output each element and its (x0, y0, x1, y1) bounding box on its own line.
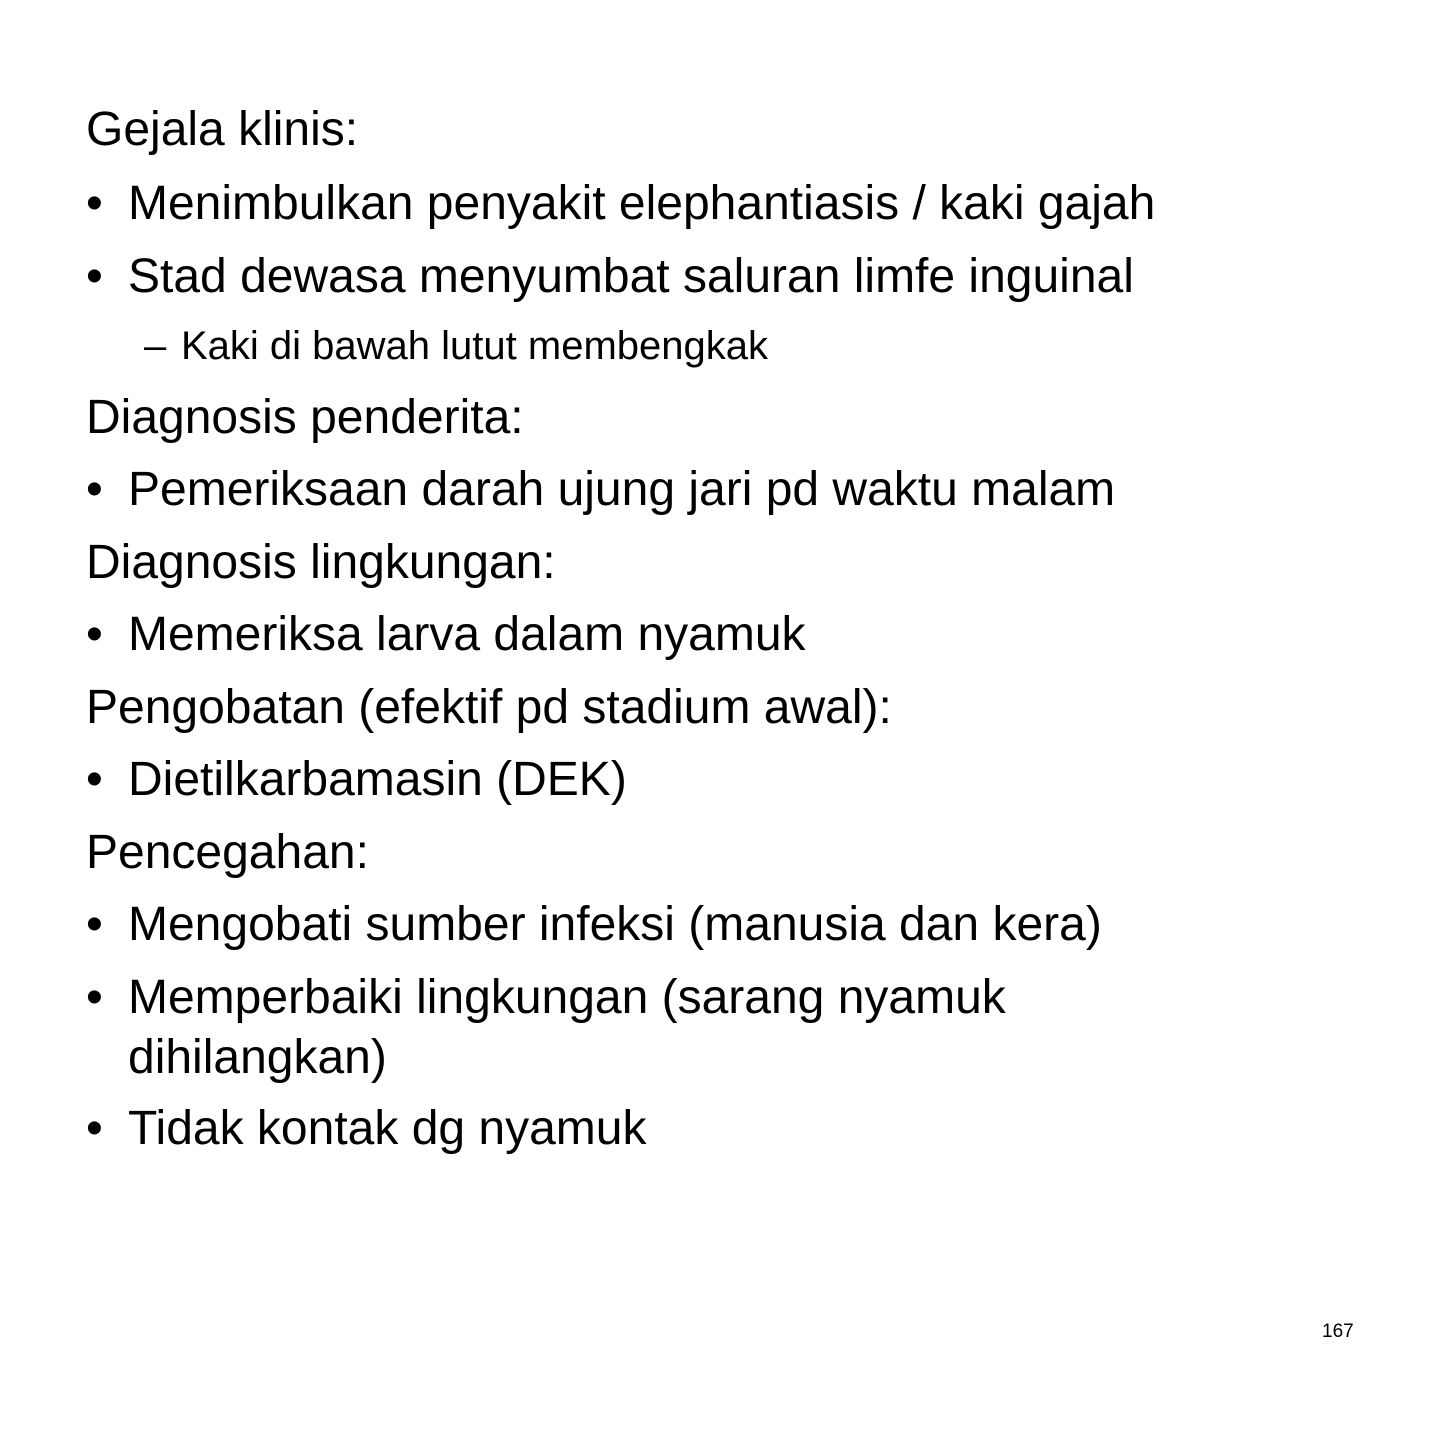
sub-bullet-item: Kaki di bawah lutut membengkak (181, 324, 768, 368)
bullet-icon: • (86, 1102, 103, 1155)
bullet-item-continuation: dihilangkan) (128, 1031, 387, 1084)
section-heading-pengobatan: Pengobatan (efektif pd stadium awal): (86, 681, 892, 734)
bullet-item: Menimbulkan penyakit elephantiasis / kaki gajah (128, 177, 1156, 230)
bullet-icon: • (86, 898, 103, 951)
bullet-item: Pemeriksaan darah ujung jari pd waktu malam (128, 463, 1116, 516)
bullet-icon: • (86, 250, 103, 303)
bullet-item: Memeriksa larva dalam nyamuk (128, 608, 806, 661)
bullet-icon: • (86, 971, 103, 1024)
bullet-item: Memperbaiki lingkungan (sarang nyamuk (128, 971, 1006, 1024)
bullet-icon: • (86, 753, 103, 806)
section-heading-pencegahan: Pencegahan: (86, 826, 369, 879)
bullet-icon: • (86, 177, 103, 230)
bullet-icon: • (86, 463, 103, 516)
dash-icon: – (144, 324, 167, 368)
bullet-item: Stad dewasa menyumbat saluran limfe inguinal (128, 250, 1134, 303)
page-number: 167 (1322, 1321, 1354, 1342)
section-heading-diagnosis-lingkungan: Diagnosis lingkungan: (86, 536, 556, 589)
bullet-item: Dietilkarbamasin (DEK) (128, 753, 627, 806)
section-heading-diagnosis-penderita: Diagnosis penderita: (86, 391, 524, 444)
section-heading-gejala-klinis: Gejala klinis: (86, 103, 359, 156)
bullet-item: Mengobati sumber infeksi (manusia dan kera) (128, 898, 1102, 951)
bullet-item: Tidak kontak dg nyamuk (128, 1102, 647, 1155)
bullet-icon: • (86, 608, 103, 661)
